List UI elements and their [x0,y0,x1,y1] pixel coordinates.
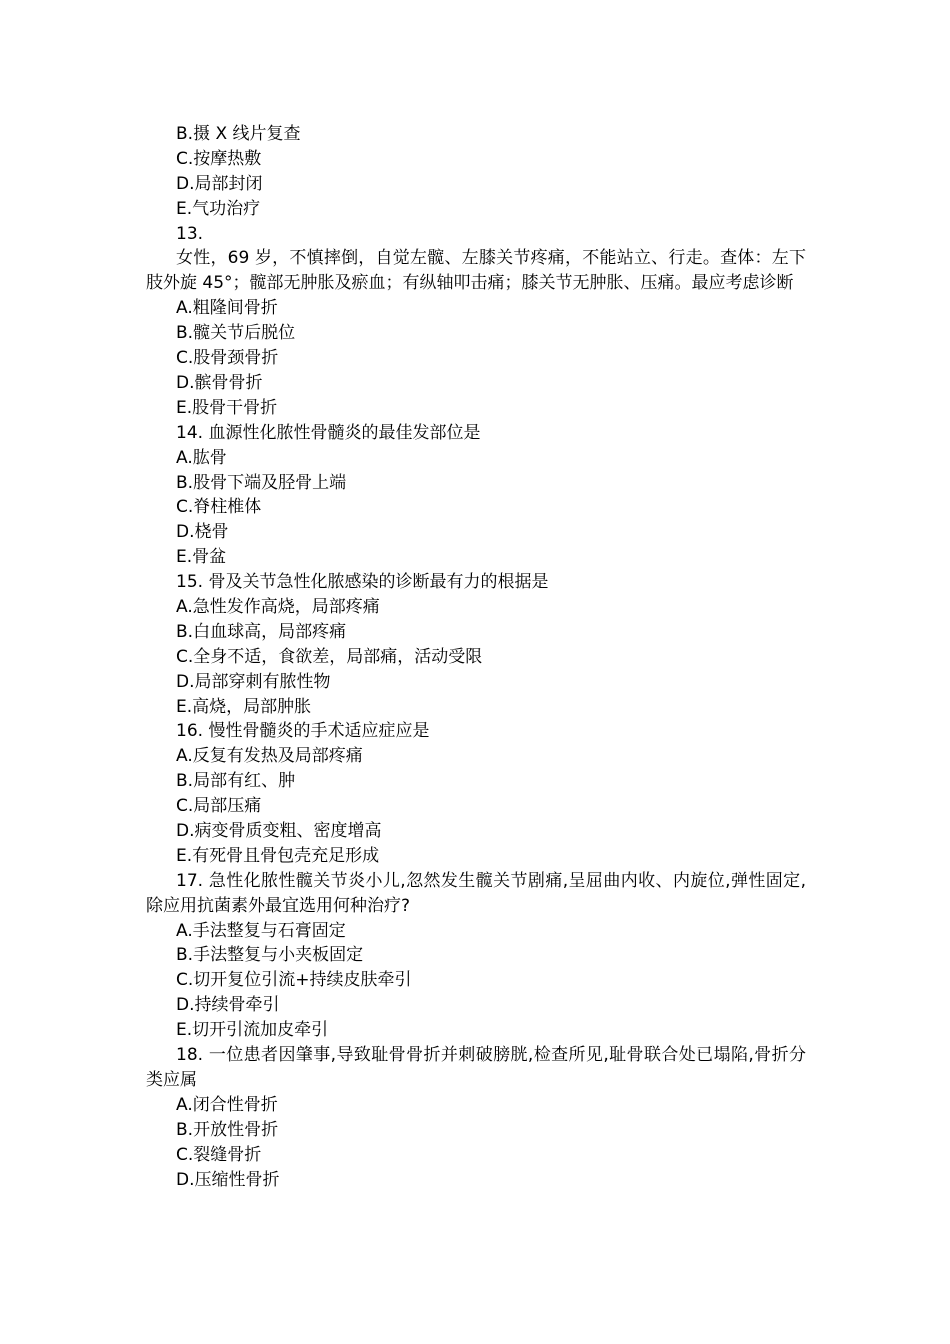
option-d: D.持续骨牵引 [176,995,280,1016]
question-number: 13. [176,223,204,244]
question-stem: 14. 血源性化脓性骨髓炎的最佳发部位是 [176,422,481,443]
option-c: C.脊柱椎体 [176,497,262,518]
option-b: B.髋关节后脱位 [176,323,296,344]
option-a: A.闭合性骨折 [176,1094,278,1115]
option-a: A.粗隆间骨折 [176,298,278,319]
option-e: E.气功治疗 [176,198,261,219]
option-a: A.手法整复与石膏固定 [176,920,346,941]
question-stem: 15. 骨及关节急性化脓感染的诊断最有力的根据是 [176,572,549,593]
option-b: B.局部有红、肿 [176,771,296,792]
option-c: C.裂缝骨折 [176,1144,262,1165]
question-stem: 女性，69 岁，不慎摔倒，自觉左髋、左膝关节疼痛，不能站立、行走。查体：左下肢外旋 45°；髋部无肿胀及瘀血；有纵轴叩击痛；膝关节无肿胀、压痛。最应考虑诊断 [146,248,806,294]
option-c: C.按摩热敷 [176,148,262,169]
option-c: C.股骨颈骨折 [176,348,279,369]
option-a: A.肱骨 [176,447,227,468]
option-c: C.切开复位引流+持续皮肤牵引 [176,970,412,991]
option-b: B.开放性骨折 [176,1119,279,1140]
option-a: A.反复有发热及局部疼痛 [176,746,363,767]
question-stem: 16. 慢性骨髓炎的手术适应症应是 [176,721,430,742]
option-e: E.股骨干骨折 [176,397,278,418]
option-d: D.桡骨 [176,522,229,543]
option-b: B.摄 X 线片复查 [176,124,301,144]
option-c: C.全身不适，食欲差，局部痛，活动受限 [176,646,483,667]
option-e: E.有死骨且骨包壳充足形成 [176,845,380,866]
question-stem: 17. 急性化脓性髋关节炎小儿,忽然发生髋关节剧痛,呈屈曲内收、内旋位,弹性固定,除应用抗菌素外最宜选用何种治疗? [146,870,806,916]
document-page [0,122,950,1192]
option-d: D.压缩性骨折 [176,1169,280,1190]
option-b: B.手法整复与小夹板固定 [176,945,364,966]
option-a: A.急性发作高烧，局部疼痛 [176,596,380,617]
option-d: D.局部封闭 [176,173,263,194]
option-d: D.髌骨骨折 [176,372,263,393]
option-e: E.高烧，局部肿胀 [176,696,312,717]
question-stem: 18. 一位患者因肇事,导致耻骨骨折并刺破膀胱,检查所见,耻骨联合处已塌陷,骨折分类应属 [146,1045,806,1090]
option-b: B.白血球高，局部疼痛 [176,621,347,642]
option-b: B.股骨下端及胫骨上端 [176,472,347,493]
option-d: D.病变骨质变粗、密度增高 [176,820,382,841]
option-e: E.骨盆 [176,547,227,568]
option-d: D.局部穿刺有脓性物 [176,671,331,692]
option-c: C.局部压痛 [176,796,262,817]
option-e: E.切开引流加皮牵引 [176,1020,329,1041]
